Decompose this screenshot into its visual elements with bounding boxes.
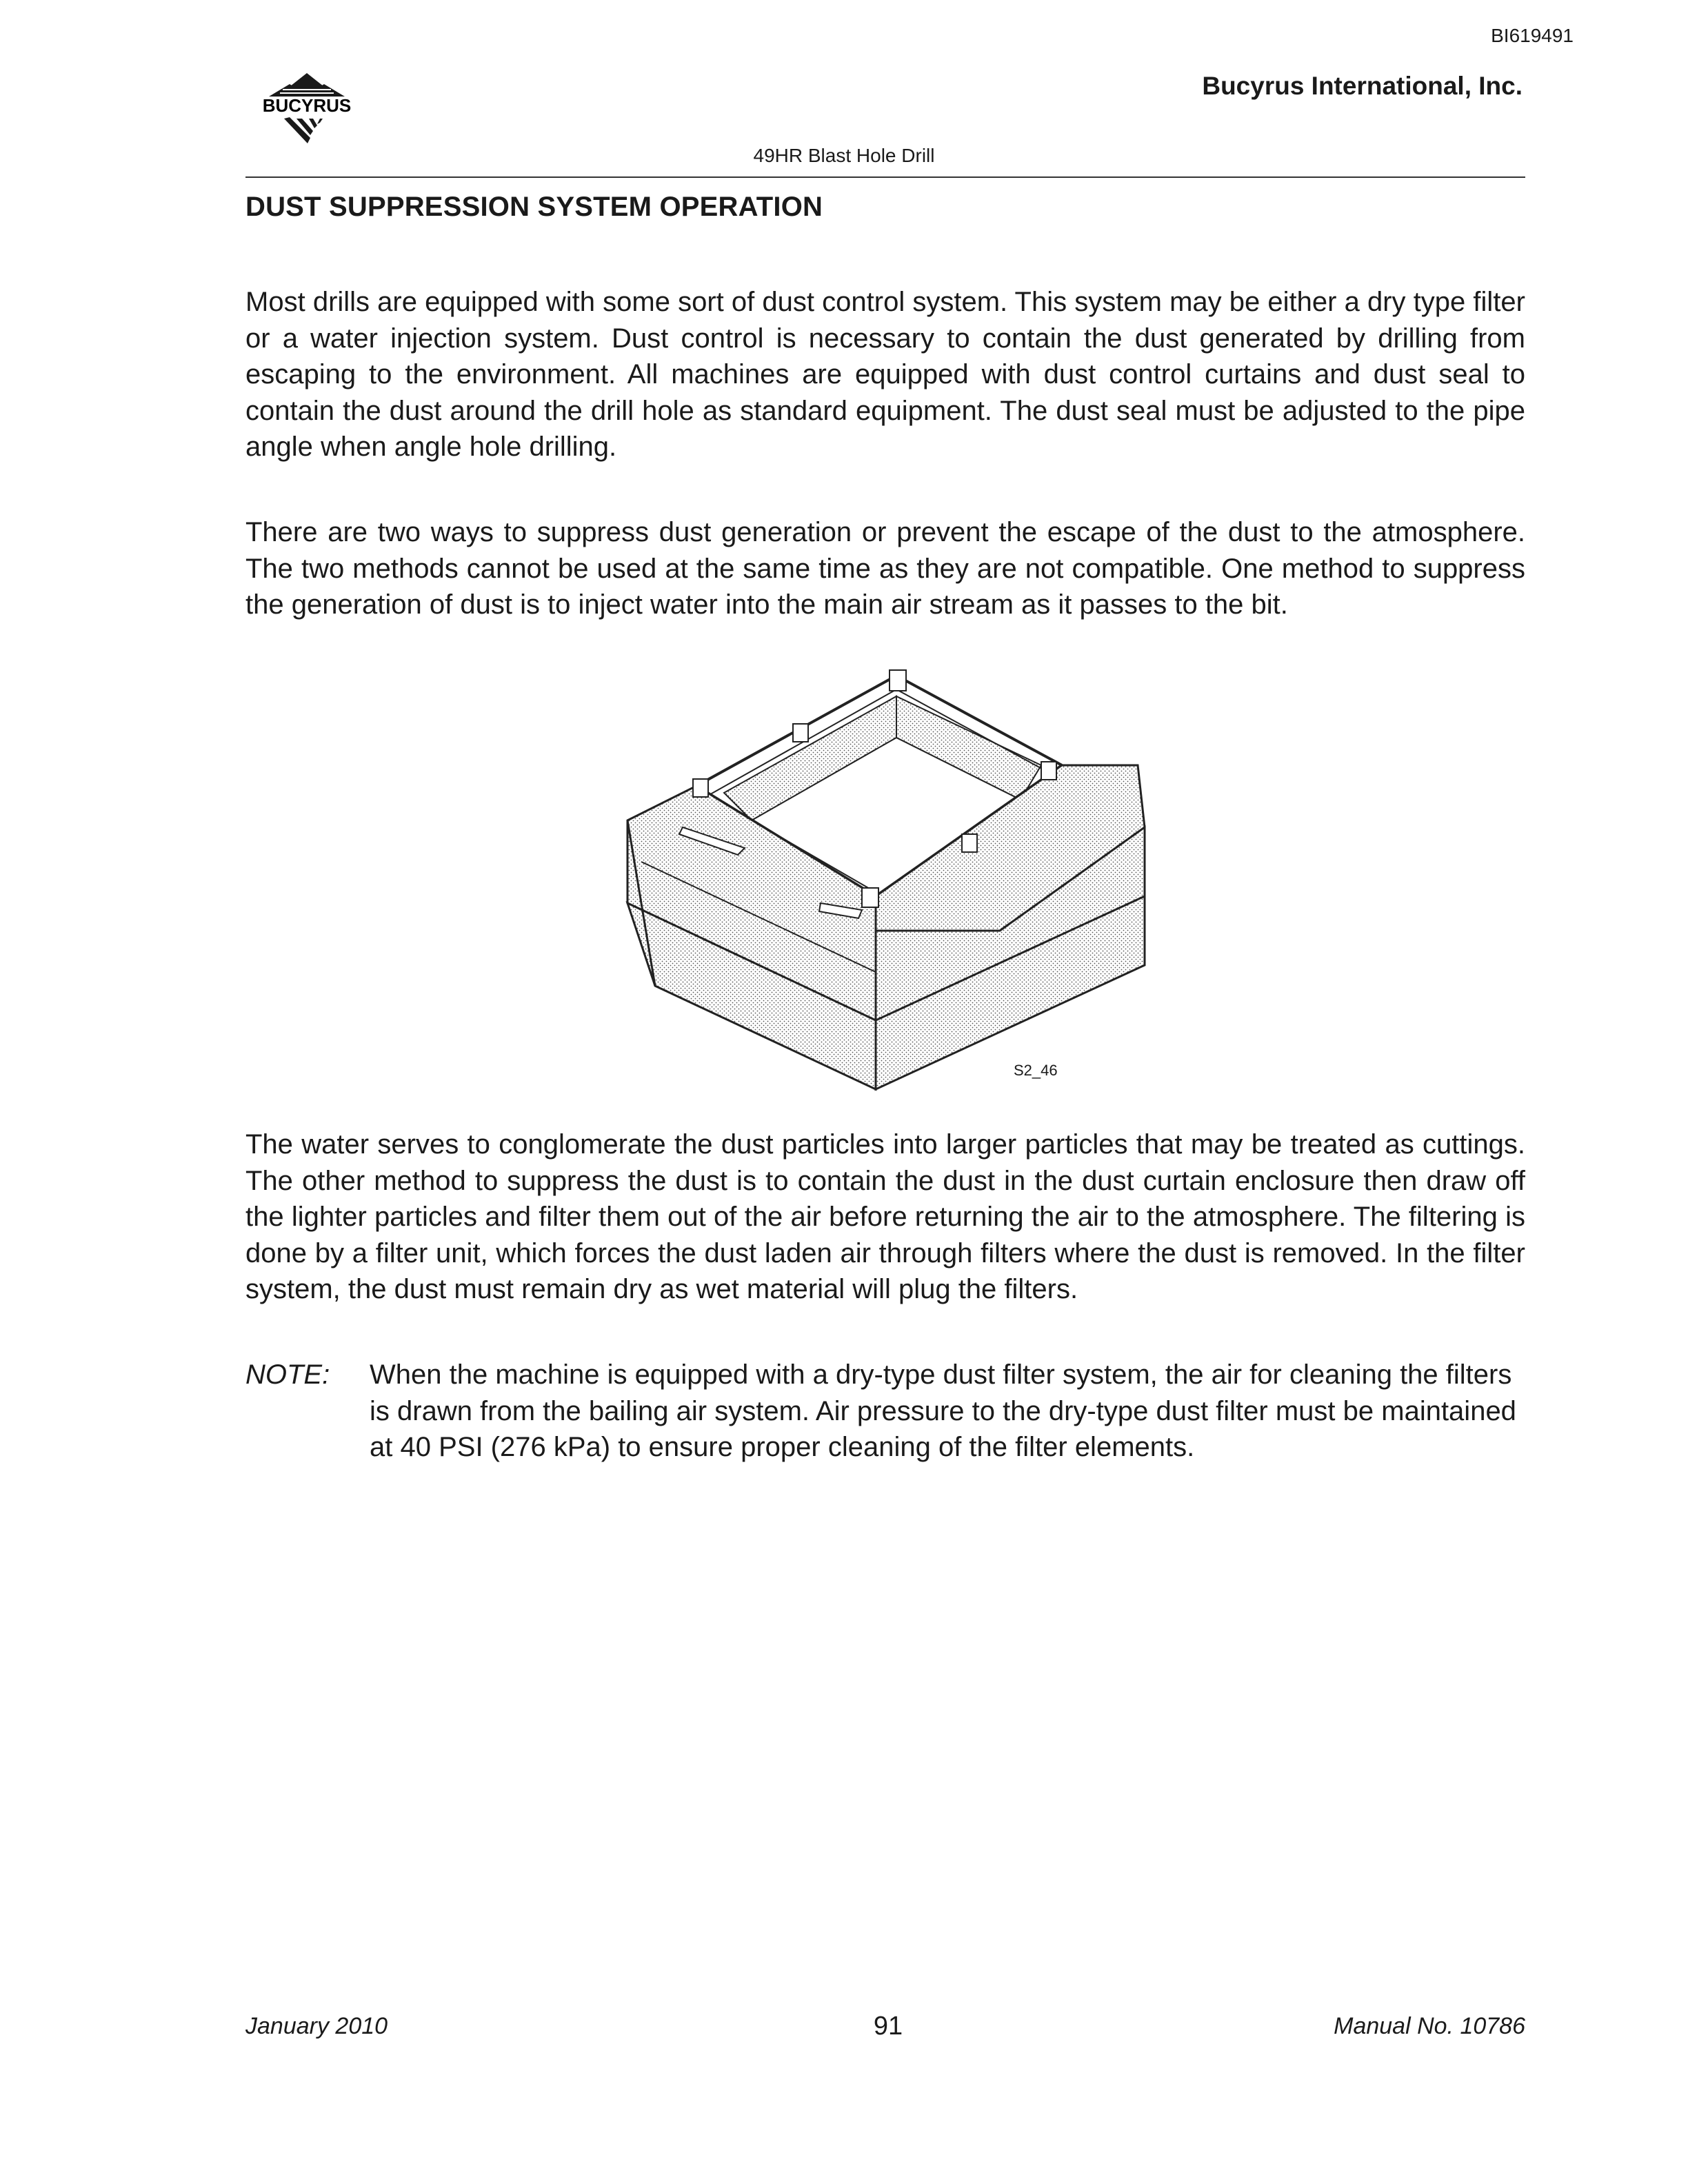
document-subtitle: 49HR Blast Hole Drill xyxy=(753,145,935,166)
page-number: 91 xyxy=(873,2012,903,2041)
company-name: Bucyrus International, Inc. xyxy=(1202,72,1523,100)
document-id: BI619491 xyxy=(1491,25,1574,46)
section-title: DUST SUPPRESSION SYSTEM OPERATION xyxy=(245,192,823,222)
manual-number: Manual No. 10786 xyxy=(1334,2013,1525,2039)
svg-text:BUCYRUS: BUCYRUS xyxy=(262,95,352,116)
dust-curtain-illustration xyxy=(614,669,1152,1096)
note-label: NOTE: xyxy=(245,1359,330,1390)
figure-code: S2_46 xyxy=(1014,1062,1058,1079)
bucyrus-logo xyxy=(241,69,372,152)
header-divider xyxy=(245,176,1525,178)
paragraph-dust-control: Most drills are equipped with some sort of dust control system. This system may be either a dry type filter or a water injection system. Dust control is necessary to contain the dust generated by drilling from escaping to the environment. All machines are equipped with dust control curtains and dust seal to contain the dust around the drill hole as standard equipment. The dust seal must be adjusted to the pipe angle when angle hole drilling. xyxy=(245,287,1525,462)
note-text: When the machine is equipped with a dry-type dust filter system, the air for cleaning the filters is drawn from the bailing air system. Air pressure to the dry-type dust filter must be maintained at 40 PSI (276 kPa) to ensure proper cleaning of the filter elements. xyxy=(370,1359,1516,1462)
footer-date: January 2010 xyxy=(245,2013,388,2039)
paragraph-filter-method: The water serves to conglomerate the dust particles into larger particles that may be treated as cuttings. The other method to suppress the dust is to contain the dust in the dust curtain enclosure then draw off the lighter particles and filter them out of the air before returning the air to the atmosphere. The filtering is done by a filter unit, which forces the dust laden air through filters where the dust is removed. In the filter system, the dust must remain dry as wet material will plug the filters. xyxy=(245,1129,1525,1304)
paragraph-suppression-methods: There are two ways to suppress dust generation or prevent the escape of the dust to the atmosphere. The two methods cannot be used at the same time as they are not compatible. One method to suppress the generation of dust is to inject water into the main air stream as it passes to the bit. xyxy=(245,517,1525,620)
